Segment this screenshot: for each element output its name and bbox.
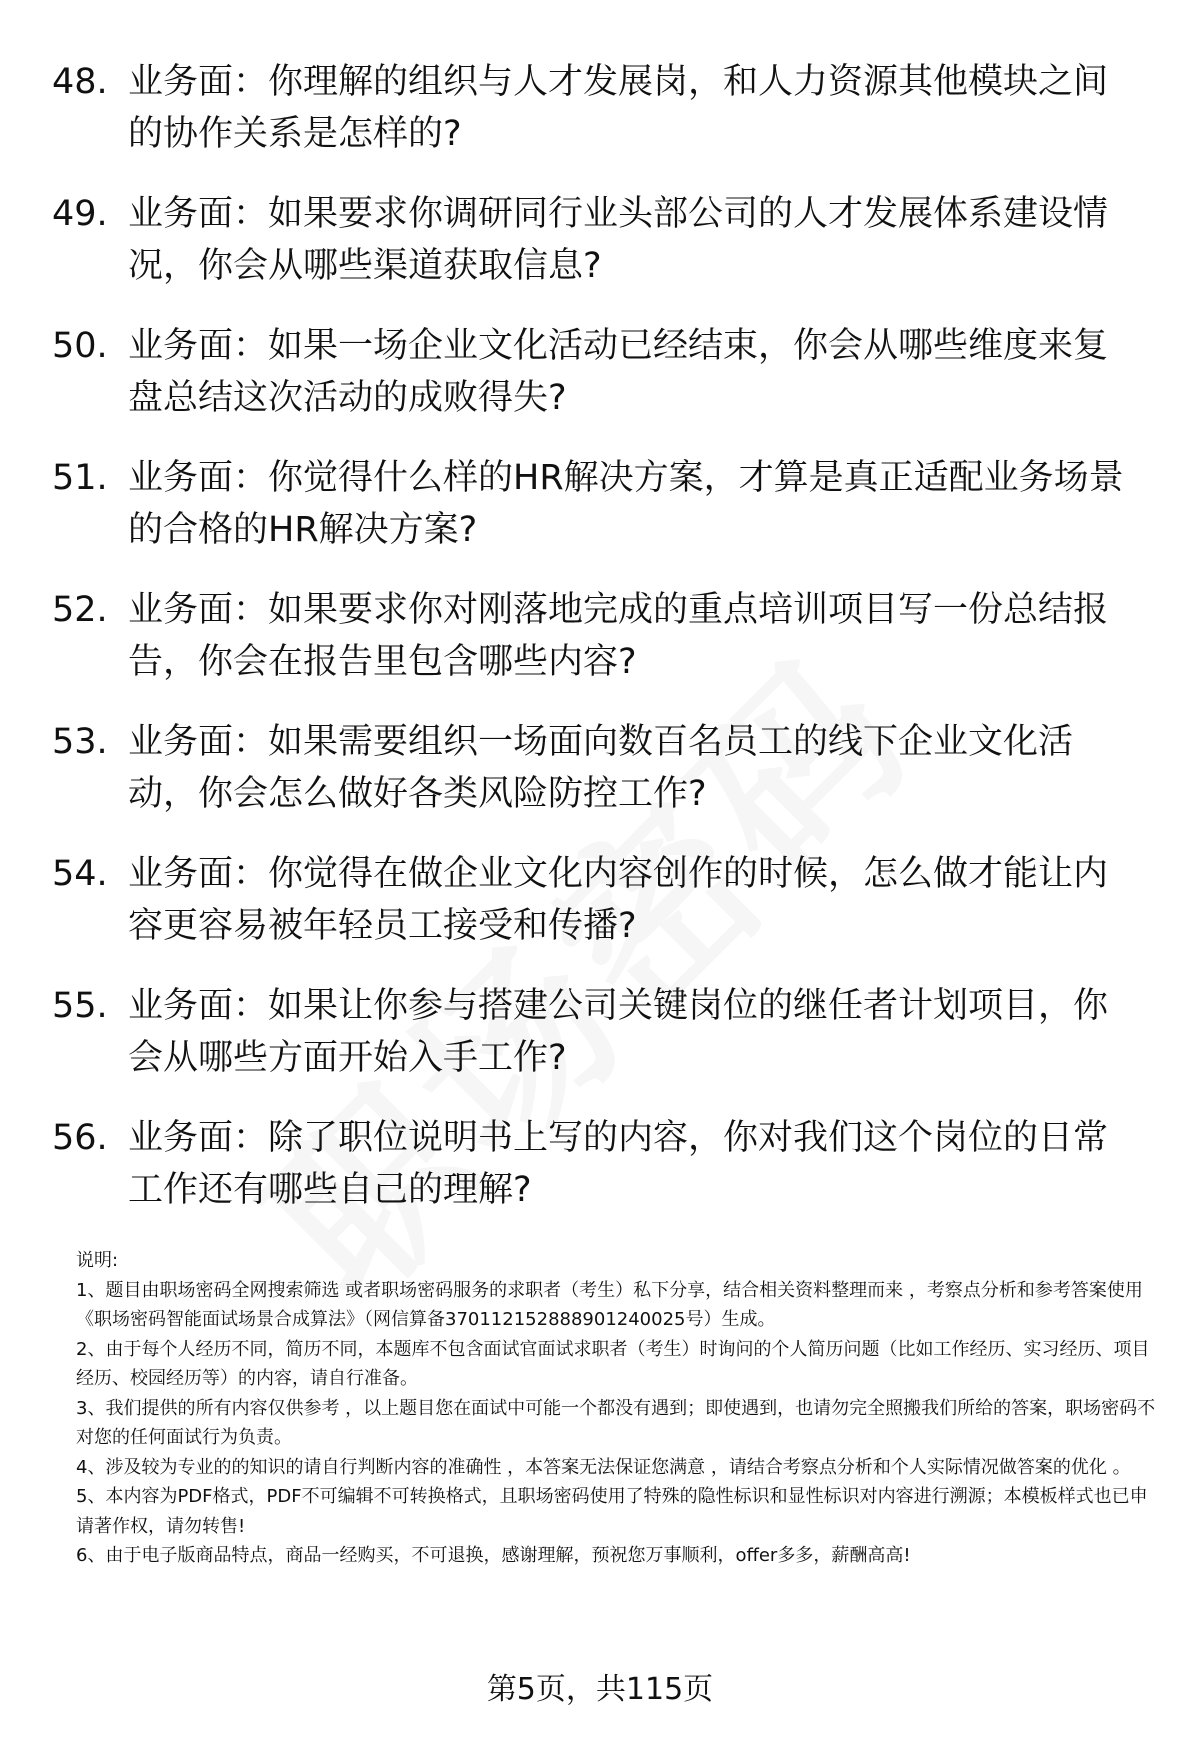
question-item [0,1112,1200,1244]
question-text: 业务面：如果要求你对刚落地完成的重点培训项目写一份总结报告，你会在报告里包含哪些内容? [128,590,1109,682]
question-item [0,320,1200,452]
notes-heading: 说明: [76,1250,119,1271]
disclaimer-notes [76,1246,1156,1571]
question-number: 49. [52,194,108,234]
question-number: 48. [52,62,108,102]
question-list [0,56,1200,1244]
page-number: 第5页，共115页 [486,1672,714,1707]
question-number: 56. [52,1118,108,1158]
note-item: 4、涉及较为专业的的知识的请自行判断内容的准确性 ，本答案无法保证您满意 ，请结合考察点分析和个人实际情况做答案的优化 。 [76,1456,1131,1478]
question-item [0,56,1200,188]
question-item [0,584,1200,716]
question-number: 53. [52,722,108,762]
question-number: 51. [52,458,108,498]
question-number: 55. [52,986,108,1026]
question-text: 业务面：你觉得什么样的HR解决方案，才算是真正适配业务场景的合格的HR解决方案? [128,458,1124,550]
question-text: 业务面：你理解的组织与人才发展岗，和人力资源其他模块之间的协作关系是怎样的? [128,62,1109,154]
question-item [0,848,1200,980]
note-item: 2、由于每个人经历不同，简历不同，本题库不包含面试官面试求职者（考生）时询问的个人简历问题（比如工作经历、实习经历、项目经历、校园经历等）的内容，请自行准备。 [76,1338,1150,1389]
question-text: 业务面：你觉得在做企业文化内容创作的时候，怎么做才能让内容更容易被年轻员工接受和传播? [128,854,1109,946]
question-text: 业务面：除了职位说明书上写的内容，你对我们这个岗位的日常工作还有哪些自己的理解? [128,1118,1109,1210]
question-number: 50. [52,326,108,366]
note-item: 3、我们提供的所有内容仅供参考 ，以上题目您在面试中可能一个都没有遇到；即使遇到，也请勿完全照搬我们所给的答案，职场密码不对您的任何面试行为负责。 [76,1397,1156,1448]
question-text: 业务面：如果需要组织一场面向数百名员工的线下企业文化活动，你会怎么做好各类风险防控工作? [128,722,1074,814]
question-item [0,188,1200,320]
question-item [0,716,1200,848]
note-item: 5、本内容为PDF格式，PDF不可编辑不可转换格式，且职场密码使用了特殊的隐性标识和显性标识对内容进行溯源；本模板样式也已申请著作权，请勿转售! [76,1486,1148,1537]
note-item: 1、题目由职场密码全网搜索筛选 或者职场密码服务的求职者（考生）私下分享，结合相关资料整理而来 ，考察点分析和参考答案使用《职场密码智能面试场景合成算法》（网信算备370112152888901240025号）生成。 [76,1279,1143,1330]
question-text: 业务面：如果要求你调研同行业头部公司的人才发展体系建设情况，你会从哪些渠道获取信息? [128,194,1109,286]
question-item [0,452,1200,584]
question-number: 54. [52,854,108,894]
note-item: 6、由于电子版商品特点，商品一经购买，不可退换，感谢理解，预祝您万事顺利，offer多多，薪酬高高! [76,1545,911,1566]
question-item [0,980,1200,1112]
question-number: 52. [52,590,108,630]
question-text: 业务面：如果一场企业文化活动已经结束，你会从哪些维度来复盘总结这次活动的成败得失? [128,326,1109,418]
question-text: 业务面：如果让你参与搭建公司关键岗位的继任者计划项目，你会从哪些方面开始入手工作? [128,986,1109,1078]
